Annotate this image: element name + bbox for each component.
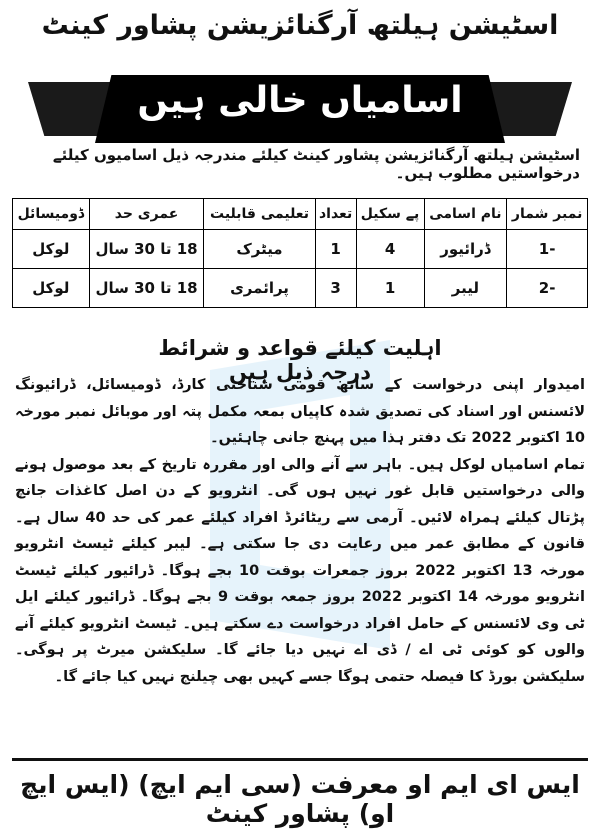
- cell-qualification: پرائمری: [204, 269, 315, 308]
- cell-pay-scale: 4: [356, 230, 424, 269]
- header-qualification: تعلیمی قابلیت: [204, 199, 315, 230]
- header-age-limit: عمری حد: [89, 199, 204, 230]
- organization-title: اسٹیشن ہیلتھ آرگنائزیشن پشاور کینٹ: [41, 10, 559, 41]
- header-pay-scale: پے سکیل: [356, 199, 424, 230]
- cell-serial: -1: [507, 230, 588, 269]
- cell-qualification: میٹرک: [204, 230, 315, 269]
- footer-divider: [12, 758, 588, 761]
- cell-quantity: 1: [315, 230, 356, 269]
- cell-pay-scale: 1: [356, 269, 424, 308]
- cell-post-name: لیبر: [424, 269, 507, 308]
- header-serial: نمبر شمار: [507, 199, 588, 230]
- intro-paragraph: اسٹیشن ہیلتھ آرگنائزیشن پشاور کینٹ کیلئے مندرجہ ذیل اسامیوں کیلئے درخواستیں مطلوب ہیں۔: [52, 146, 580, 182]
- cell-age-limit: 18 تا 30 سال: [89, 230, 204, 269]
- cell-post-name: ڈرائیور: [424, 230, 507, 269]
- footer-address: ایس ای ایم او معرفت (سی ایم ایچ) (ایس ایچ او) پشاور کینٹ: [20, 770, 580, 828]
- conditions-paragraph-1: امیدوار اپنی درخواست کے ساتھ قومی شناختی کارڈ، ڈومیسائل، ڈرائیونگ لائسنس اور اسناد کی تصدیق شدہ کاپیاں بمعہ مکمل پتہ اور موبائل نمبر مورخہ 10 اکتوبر 2022 تک دفتر ہذا میں پہنچ جانی چاہئیں۔: [15, 377, 585, 446]
- conditions-heading: اہلیت کیلئے قواعد و شرائط درجہ ذیل ہیں: [158, 336, 442, 384]
- conditions-body: [15, 372, 585, 690]
- header-post-name: نام اسامی: [424, 199, 507, 230]
- cell-quantity: 3: [315, 269, 356, 308]
- banner-title: اسامیاں خالی ہیں: [137, 80, 463, 121]
- table-row: [13, 230, 588, 269]
- cell-age-limit: 18 تا 30 سال: [89, 269, 204, 308]
- cell-serial: -2: [507, 269, 588, 308]
- conditions-paragraph-2: تمام اسامیاں لوکل ہیں۔ باہر سے آنے والی اور مقررہ تاریخ کے بعد موصول ہونے والی درخواستیں قابل غور نہیں ہوں گی۔ انٹرویو کے دن اصل کاغذات جانچ پڑتال کیلئے ہمراہ لائیں۔ آرمی سے ریٹائرڈ افراد کیلئے عمر کی حد 40 سال ہے۔ قانون کے مطابق عمر میں رعایت دی جا سکتی ہے۔ لیبر کیلئے ٹیسٹ انٹرویو مورخہ 13 اکتوبر 2022 بروز جمعرات بوقت 10 بجے ہوگا۔ ڈرائیور کیلئے ٹیسٹ انٹرویو مورخہ 14 اکتوبر 2022 بروز جمعہ بوقت 9 بجے ہوگا۔ ڈرائیور کیلئے ایل ٹی وی لائسنس کے حامل افراد درخواست دے سکتے ہیں۔ ٹیسٹ انٹرویو کیلئے آنے والوں کو کوئی ٹی اے / ڈی اے نہیں دیا جائے گا۔ سلیکشن میرٹ پر ہوگی۔ سلیکشن بورڈ کا فیصلہ حتمی ہوگا جسے کہیں بھی چیلنج نہیں کیا جائے گا۔: [15, 456, 585, 685]
- cell-domicile: لوکل: [13, 230, 90, 269]
- header-domicile: ڈومیسائل: [13, 199, 90, 230]
- table-header-row: [13, 199, 588, 230]
- cell-domicile: لوکل: [13, 269, 90, 308]
- vacancies-table: [12, 198, 588, 308]
- header-quantity: تعداد: [315, 199, 356, 230]
- table-row: [13, 269, 588, 308]
